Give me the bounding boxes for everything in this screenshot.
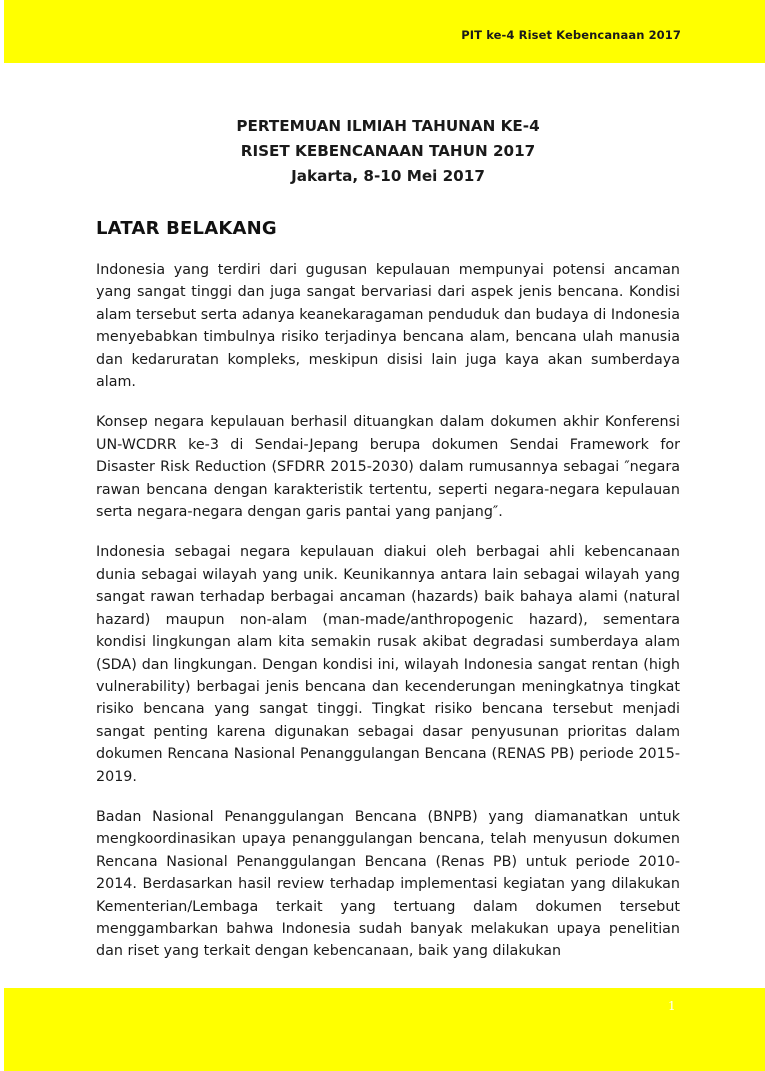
document-title-line-2: RISET KEBENCANAAN TAHUN 2017 (240, 142, 536, 160)
section-heading-latar-belakang: LATAR BELAKANG (96, 218, 277, 239)
page-header-band (4, 0, 765, 63)
paragraph-3: Indonesia sebagai negara kepulauan diakui oleh berbagai ahli kebencanaan dunia sebagai wilayah yang unik. Keunikannya antara lain sebagai wilayah yang sangat rawan terhadap berbagai ancaman (hazards) baik bahaya alami (natural hazard) maupun non-alam (man-made/anthropogenic hazard), sementara kondisi lingkungan alam kita semakin rusak akibat degradasi sumberdaya alam (SDA) dan lingkungan. Dengan kondisi ini, wilayah Indonesia sangat rentan (high vulnerability) berbagai jenis bencana dan kecenderungan meningkatnya tingkat risiko bencana yang sangat tinggi. Tingkat risiko bencana tersebut menjadi sangat penting karena digunakan sebagai dasar penyusunan prioritas dalam dokumen Rencana Nasional Penanggulangan Bencana (RENAS PB) periode 2015-2019. (96, 544, 680, 785)
page-footer-band (4, 988, 765, 1071)
page-number: 1 (668, 999, 676, 1013)
paragraph-4: Badan Nasional Penanggulangan Bencana (BNPB) yang diamanatkan untuk mengkoordinasikan upaya penanggulangan bencana, telah menyusun dokumen Rencana Nasional Penanggulangan Bencana (Renas PB) untuk periode 2010-2014. Berdasarkan hasil review terhadap implementasi kegiatan yang dilakukan Kementerian/Lembaga terkait yang tertuang dalam dokumen tersebut menggambarkan bahwa Indonesia sudah banyak melakukan upaya penelitian dan riset yang terkait dengan kebencanaan, baik yang dilakukan (96, 808, 680, 960)
document-title-line-3: Jakarta, 8-10 Mei 2017 (291, 167, 485, 185)
document-title-line-1: PERTEMUAN ILMIAH TAHUNAN KE-4 (236, 117, 540, 135)
header-title: PIT ke-4 Riset Kebencanaan 2017 (461, 27, 681, 42)
paragraph-2: Konsep negara kepulauan berhasil dituangkan dalam dokumen akhir Konferensi UN-WCDRR ke-3 di Sendai-Jepang berupa dokumen Sendai Framework for Disaster Risk Reduction (SFDRR 2015-2030) dalam rumusannya sebagai ″negara rawan bencana dengan karakteristik tertentu, seperti negara-negara kepulauan serta negara-negara dengan garis pantai yang panjang″. (96, 414, 680, 521)
paragraph-1: Indonesia yang terdiri dari gugusan kepulauan mempunyai potensi ancaman yang sangat tinggi dan juga sangat bervariasi dari aspek jenis bencana. Kondisi alam tersebut serta adanya keanekaragaman penduduk dan budaya di Indonesia menyebabkan timbulnya risiko terjadinya bencana alam, bencana ulah manusia dan kedaruratan kompleks, meskipun disisi lain juga kaya akan sumberdaya alam. (96, 262, 680, 391)
document-content (96, 63, 680, 963)
document-title-block (96, 63, 680, 189)
